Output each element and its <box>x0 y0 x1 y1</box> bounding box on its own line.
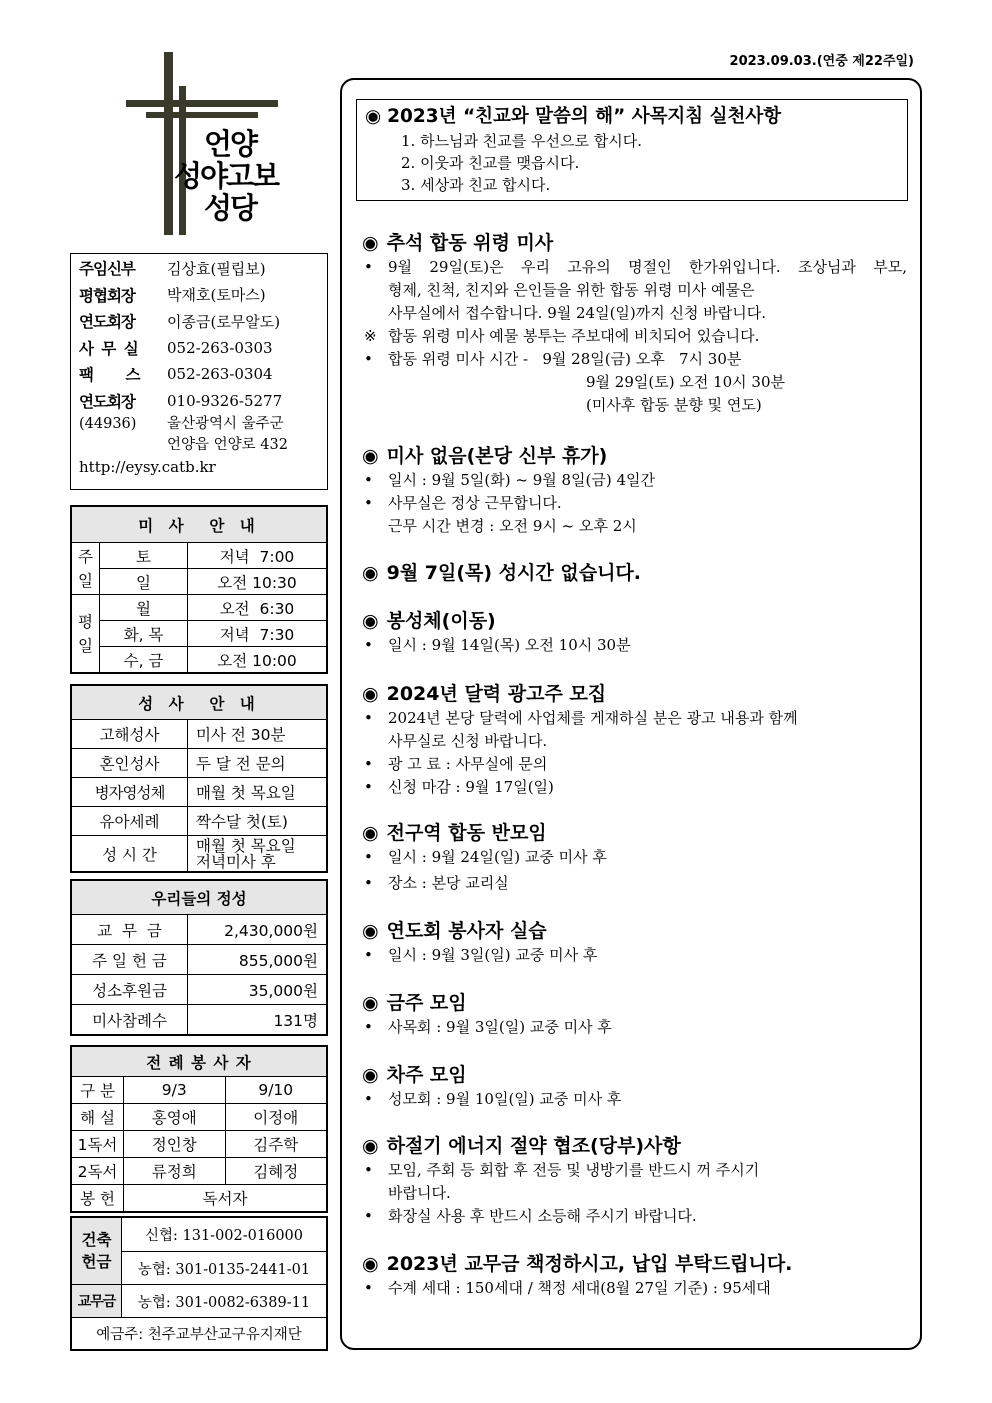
account-holder: 예금주: 천주교부산교구유지재단 <box>72 1318 327 1350</box>
notice-line: • 일시 : 9월 14일(목) 오전 10시 30분 <box>364 636 631 654</box>
notice-line: 사무실로 신청 바랍니다. <box>388 732 548 750</box>
address-line-2: 언양읍 언양로 432 <box>167 437 288 453</box>
section-calendar <box>362 681 907 799</box>
contact-box <box>70 253 328 490</box>
notice-line: • 모임, 주회 등 회합 후 전등 및 냉방기를 반드시 꺼 주시기 <box>364 1161 760 1179</box>
section-next-week <box>362 1062 907 1111</box>
notice-line: • 일시 : 9월 5일(화) ~ 9월 8일(금) 4일간 <box>364 471 656 489</box>
bulletin-date: 2023.09.03.(연중 제22주일) <box>729 54 914 69</box>
sacrament-info: 짝수달 첫(토) <box>188 807 327 836</box>
sacrament-title: 성 사 안 내 <box>72 686 327 720</box>
policy-item: 1. 하느님과 친교를 우선으로 합시다. <box>401 132 643 150</box>
servers-label: 해 설 <box>72 1104 124 1131</box>
notice-line: • 일시 : 9월 24일(일) 교중 미사 후 <box>364 848 607 866</box>
notice-line: 9월 29일(토) 오전 10시 30분 <box>586 373 786 391</box>
dues-account: 농협: 301-0082-6389-11 <box>122 1285 327 1318</box>
servers-person: 류정희 <box>124 1158 226 1185</box>
section-title: ◉ 연도회 봉사자 실습 <box>362 920 547 942</box>
servers-label: 봉 헌 <box>72 1185 124 1212</box>
contact-key: 주임신부 <box>79 260 135 279</box>
notice-line: (미사후 합동 분향 및 연도) <box>586 396 762 414</box>
cross-horizontal-top <box>126 100 278 107</box>
mass-day: 일 <box>100 569 188 595</box>
bullet-icon: ◉ <box>362 232 379 254</box>
section-title: ◉ 추석 합동 위령 미사 <box>362 232 554 254</box>
section-holy-hour <box>362 560 907 586</box>
contact-value: 052-263-0304 <box>167 365 273 384</box>
zip-code: (44936) <box>79 416 137 432</box>
notice-line: • 장소 : 본당 교리실 <box>364 874 509 892</box>
contact-value: 김상효(필립보) <box>167 259 266 278</box>
contact-value: 박재호(토마스) <box>167 286 266 305</box>
servers-label: 2독서 <box>72 1158 124 1185</box>
contact-row <box>79 361 319 388</box>
notice-line: • 사무실은 정상 근무합니다. <box>364 494 562 512</box>
notice-line: • 합동 위령 미사 시간 - 9월 28일(금) 오후 7시 30분 <box>364 350 742 368</box>
offering-title: 우리들의 정성 <box>72 881 327 915</box>
offering-amount: 855,000원 <box>188 945 327 975</box>
bullet-icon: ◉ <box>362 683 379 705</box>
parish-name <box>174 127 279 225</box>
servers-table <box>70 1045 328 1213</box>
servers-offertory: 독서자 <box>124 1185 327 1212</box>
bullet-icon: ◉ <box>362 920 379 942</box>
servers-person: 정인창 <box>124 1131 226 1158</box>
policy-item: 3. 세상과 친교 합시다. <box>401 176 551 194</box>
sacrament-info-line-1: 매월 첫 목요일 <box>196 836 296 855</box>
mass-schedule-title: 미 사 안 내 <box>72 507 327 543</box>
section-title: ◉ 9월 7일(목) 성시간 없습니다. <box>362 562 642 584</box>
section-dues-2023 <box>362 1251 907 1300</box>
bullet-icon: ◉ <box>362 992 379 1014</box>
notice-line: • 일시 : 9월 3일(일) 교중 미사 후 <box>364 946 598 964</box>
notice-line: 바랍니다. <box>388 1184 451 1202</box>
parish-name-line-2: 성야고보 <box>174 159 279 193</box>
pastoral-policy-box <box>356 99 908 201</box>
notice-line: • 사목회 : 9월 3일(일) 교중 미사 후 <box>364 1018 612 1036</box>
contact-key: 연도회장 <box>79 313 135 332</box>
offering-table <box>70 879 328 1036</box>
contact-key: 팩 스 <box>79 366 143 385</box>
servers-person: 이정애 <box>225 1104 327 1131</box>
section-energy <box>362 1133 907 1228</box>
section-title: ◉ 전구역 합동 반모임 <box>362 822 547 844</box>
section-title: ◉ 차주 모임 <box>362 1064 467 1086</box>
section-no-mass <box>362 443 907 538</box>
sacrament-name: 혼인성사 <box>72 749 188 778</box>
mass-day: 수, 금 <box>100 647 188 673</box>
contact-value: 이종금(로무알도) <box>167 312 281 331</box>
contact-row <box>79 255 319 282</box>
servers-person: 김혜정 <box>225 1158 327 1185</box>
address-line-1: 울산광역시 울주군 <box>167 416 284 432</box>
servers-label: 구 분 <box>72 1077 124 1104</box>
accounts-table <box>70 1216 328 1351</box>
section-this-week <box>362 990 907 1039</box>
cross-vertical-left <box>164 52 173 235</box>
mass-time: 오전 10:00 <box>188 647 327 673</box>
mass-schedule-table <box>70 505 328 674</box>
offering-amount: 131명 <box>188 1005 327 1035</box>
sacrament-info-line-2: 저녁미사 후 <box>196 852 276 871</box>
offering-name: 교 무 금 <box>72 915 188 945</box>
mass-time: 저녁 7:30 <box>188 621 327 647</box>
building-account-1: 신협: 131-002-016000 <box>122 1218 327 1252</box>
section-title: ◉ 미사 없음(본당 신부 휴가) <box>362 445 608 467</box>
contact-row <box>79 308 319 335</box>
sacrament-info: 매월 첫 목요일 <box>188 778 327 807</box>
sacrament-info: 미사 전 30분 <box>188 720 327 749</box>
servers-person: 김주학 <box>225 1131 327 1158</box>
mass-time: 오전 10:30 <box>188 569 327 595</box>
policy-item: 2. 이웃과 친교를 맺읍시다. <box>401 154 580 172</box>
contact-value: 010-9326-5277 <box>167 391 283 410</box>
sacrament-table <box>70 684 328 873</box>
bullet-icon: ◉ <box>362 562 379 584</box>
section-title: ◉ 2024년 달력 광고주 모집 <box>362 683 607 705</box>
servers-person: 홍영애 <box>124 1104 226 1131</box>
policy-title: ◉ 2023년 “친교와 말씀의 해” 사목지침 실천사항 <box>365 106 782 127</box>
notice-line: 사무실에서 접수합니다. 9월 24일(일)까지 신청 바랍니다. <box>388 304 767 322</box>
notice-line: • 광 고 료 : 사무실에 문의 <box>364 755 548 773</box>
sacrament-name: 유아세례 <box>72 807 188 836</box>
mass-day: 월 <box>100 595 188 621</box>
mass-day: 토 <box>100 543 188 569</box>
offering-name: 주 일 헌 금 <box>72 945 188 975</box>
section-title: ◉ 2023년 교무금 책정하시고, 납입 부탁드립니다. <box>362 1253 793 1275</box>
notice-line: • 9월 29일(토)은 우리 고유의 명절인 한가위입니다. 조상님과 부모, <box>364 258 907 276</box>
sunday-label: 주일 <box>72 543 100 595</box>
dues-label: 교무금 <box>72 1285 122 1318</box>
offering-amount: 35,000원 <box>188 975 327 1005</box>
notice-line: 근무 시간 변경 : 오전 9시 ~ 오후 2시 <box>388 517 637 535</box>
contact-key: 연도회장 <box>79 392 135 411</box>
sacrament-info <box>188 836 327 872</box>
mass-time: 오전 6:30 <box>188 595 327 621</box>
parish-name-line-1: 언양 <box>204 127 257 161</box>
servers-date: 9/3 <box>124 1077 226 1104</box>
section-title: ◉ 금주 모임 <box>362 992 467 1014</box>
building-fund-label: 건축헌금 <box>72 1218 122 1285</box>
notice-line: • 화장실 사용 후 반드시 소등해 주시기 바랍니다. <box>364 1207 697 1225</box>
servers-title: 전 례 봉 사 자 <box>72 1047 327 1077</box>
section-title: ◉ 봉성체(이동) <box>362 610 496 632</box>
contact-key: 사 무 실 <box>79 339 140 358</box>
bullet-icon: ◉ <box>362 610 379 632</box>
notice-line: • 2024년 본당 달력에 사업체를 게재하실 분은 광고 내용과 함께 <box>364 709 798 727</box>
offering-amount: 2,430,000원 <box>188 915 327 945</box>
notice-line: • 성모회 : 9월 10일(일) 교중 미사 후 <box>364 1090 622 1108</box>
sacrament-name: 고해성사 <box>72 720 188 749</box>
section-chuseok <box>362 230 907 417</box>
address <box>79 414 319 456</box>
mass-day: 화, 목 <box>100 621 188 647</box>
weekday-label: 평일 <box>72 595 100 673</box>
section-district <box>362 820 907 895</box>
sacrament-name: 병자영성체 <box>72 778 188 807</box>
website-link[interactable]: http://eysy.catb.kr <box>79 458 216 476</box>
bullet-icon: ◉ <box>362 445 379 467</box>
bullet-icon: ◉ <box>362 1135 379 1157</box>
contact-row <box>79 388 319 415</box>
servers-date: 9/10 <box>225 1077 327 1104</box>
parish-name-line-3: 성당 <box>204 191 257 225</box>
contact-value: 052-263-0303 <box>167 338 273 357</box>
section-communion <box>362 608 907 657</box>
bullet-icon: ◉ <box>365 106 382 127</box>
servers-label: 1독서 <box>72 1131 124 1158</box>
notice-line: ※ 합동 위령 미사 예물 봉투는 주보대에 비치되어 있습니다. <box>364 327 760 345</box>
notice-line: • 신청 마감 : 9월 17일(일) <box>364 778 554 796</box>
sacrament-name: 성 시 간 <box>72 836 188 872</box>
section-title: ◉ 하절기 에너지 절약 협조(당부)사항 <box>362 1135 681 1157</box>
bullet-icon: ◉ <box>362 822 379 844</box>
offering-name: 미사참례수 <box>72 1005 188 1035</box>
notice-line: • 수계 세대 : 150세대 / 책정 세대(8월 27일 기준) : 95세대 <box>364 1279 771 1297</box>
notice-line: 형제, 친척, 친지와 은인들을 위한 합동 위령 미사 예물은 <box>388 281 755 299</box>
building-account-2: 농협: 301-0135-2441-01 <box>122 1252 327 1285</box>
offering-name: 성소후원금 <box>72 975 188 1005</box>
sacrament-info: 두 달 전 문의 <box>188 749 327 778</box>
section-yeondo <box>362 918 907 967</box>
cross-horizontal-bottom <box>146 112 258 118</box>
bullet-icon: ◉ <box>362 1064 379 1086</box>
contact-row <box>79 282 319 309</box>
contact-key: 평협회장 <box>79 286 135 305</box>
mass-time: 저녁 7:00 <box>188 543 327 569</box>
bullet-icon: ◉ <box>362 1253 379 1275</box>
contact-row <box>79 335 319 362</box>
